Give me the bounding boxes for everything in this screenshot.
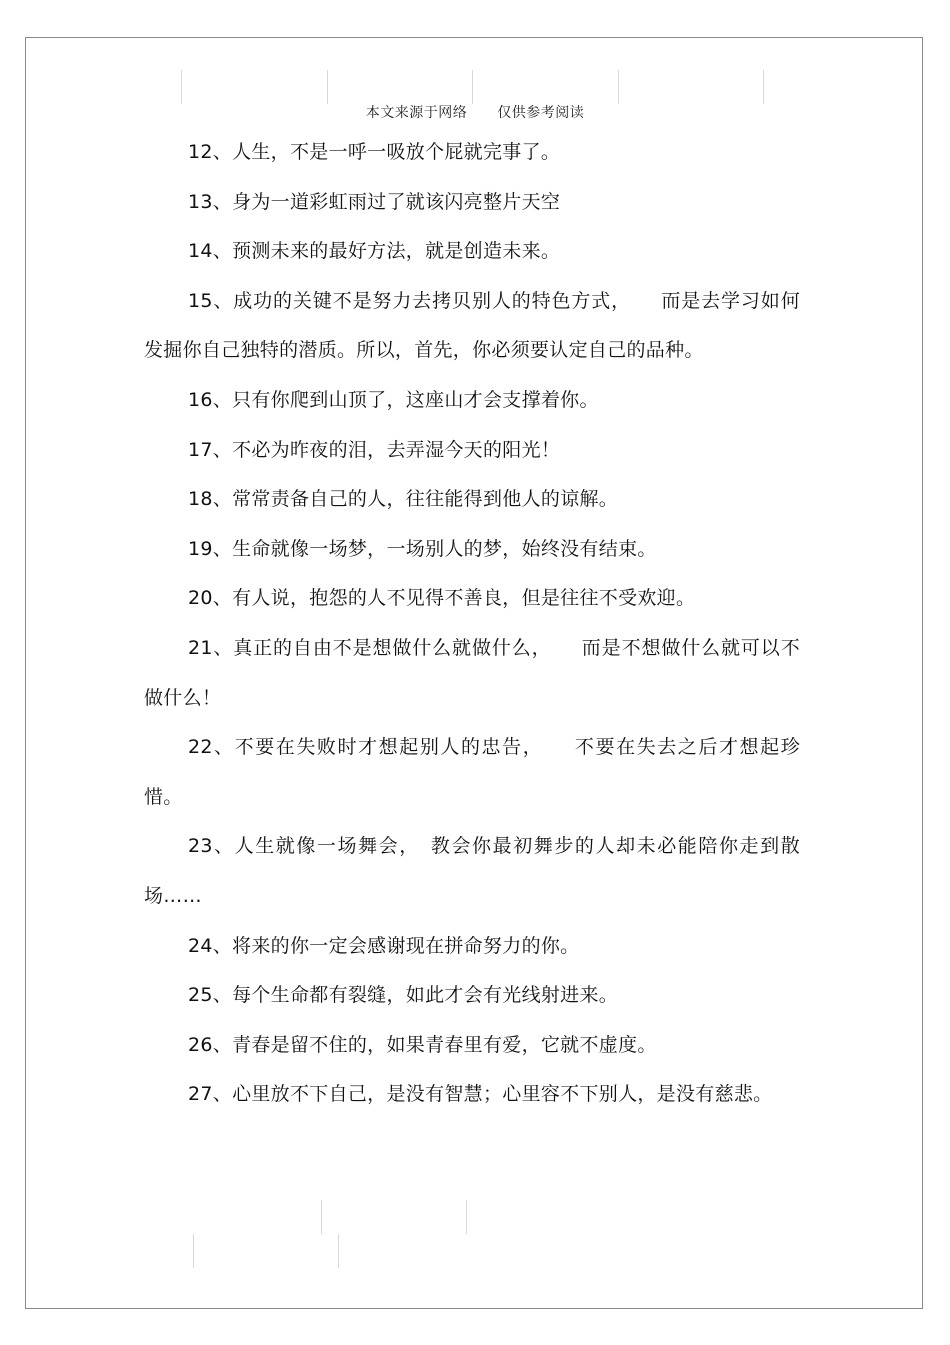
divider xyxy=(327,70,328,104)
paragraph: 19、生命就像一场梦，一场别人的梦，始终没有结束。 xyxy=(188,537,657,560)
paragraph: 15、成功的关键不是努力去拷贝别人的特色方式， 而是去学习如何发掘你自己独特的潜质。所以，首先，你必须要认定自己的品种。 xyxy=(144,289,800,362)
document-body xyxy=(144,128,800,1120)
paragraph: 26、青春是留不住的，如果青春里有爱，它就不虚度。 xyxy=(188,1033,657,1056)
reference-note: 仅供参考阅读 xyxy=(497,105,585,121)
paragraph: 27、心里放不下自己，是没有智慧；心里容不下别人，是没有慈悲。 xyxy=(188,1083,773,1106)
paragraph: 18、常常责备自己的人，往往能得到他人的谅解。 xyxy=(188,488,619,511)
paragraph: 22、不要在失败时才想起别人的忠告， 不要在失去之后才想起珍惜。 xyxy=(144,736,800,808)
divider xyxy=(321,1200,322,1234)
divider xyxy=(618,70,619,104)
divider xyxy=(466,1200,467,1234)
divider xyxy=(181,70,182,104)
paragraph: 14、预测未来的最好方法，就是创造未来。 xyxy=(188,240,561,263)
divider xyxy=(763,70,764,104)
paragraph: 23、人生就像一场舞会， 教会你最初舞步的人却未必能陪你走到散场…… xyxy=(144,835,800,907)
divider xyxy=(472,70,473,104)
paragraph: 21、真正的自由不是想做什么就做什么， 而是不想做什么就可以不做什么！ xyxy=(144,636,800,709)
source-note: 本文来源于网络 xyxy=(365,105,468,121)
paragraph: 17、不必为昨夜的泪，去弄湿今天的阳光！ xyxy=(188,438,561,461)
paragraph: 16、只有你爬到山顶了，这座山才会支撑着你。 xyxy=(188,388,599,411)
paragraph: 24、将来的你一定会感谢现在拼命努力的你。 xyxy=(188,934,580,957)
divider xyxy=(193,1234,194,1268)
header-note xyxy=(0,102,950,122)
paragraph: 12、人生，不是一呼一吸放个屁就完事了。 xyxy=(188,141,561,163)
paragraph: 13、身为一道彩虹雨过了就该闪亮整片天空 xyxy=(188,190,561,213)
paragraph: 20、有人说，抱怨的人不见得不善良，但是往往不受欢迎。 xyxy=(188,587,696,610)
paragraph: 25、每个生命都有裂缝，如此才会有光线射进来。 xyxy=(188,984,619,1007)
divider xyxy=(338,1234,339,1268)
